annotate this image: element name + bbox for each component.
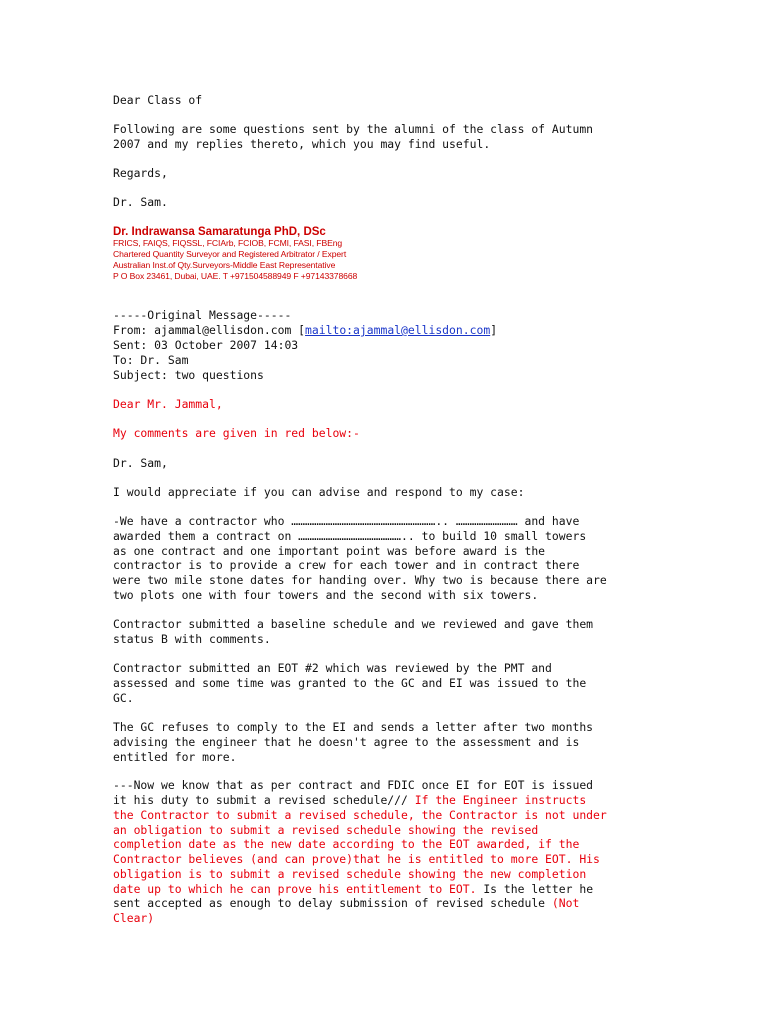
regards: Regards, xyxy=(113,166,168,180)
signature-credentials: FRICS, FAIQS, FIQSSL, FCIArb, FCIOB, FCMI, FASI, FBEng xyxy=(113,238,343,248)
paragraph-line: -We have a contractor who ……………………………………………………….. ……………………… and have xyxy=(113,514,580,528)
to-line: To: Dr. Sam xyxy=(113,353,189,367)
paragraph-line: status B with comments. xyxy=(113,632,271,646)
paragraph-line xyxy=(113,896,579,911)
paragraph-line: two plots one with four towers and the second with six towers. xyxy=(113,588,539,602)
reply-line-red: Clear) xyxy=(113,911,155,925)
text-black: sent accepted as enough to delay submission of revised schedule xyxy=(113,896,552,910)
text-black: it his duty to submit a revised schedule/// xyxy=(113,793,415,807)
paragraph-line: assessed and some time was granted to the GC and EI was issued to the xyxy=(113,676,587,690)
paragraph-line: Contractor submitted an EOT #2 which was reviewed by the PMT and xyxy=(113,661,552,675)
dr-sam-salutation: Dr. Sam, xyxy=(113,456,168,470)
reply-note: My comments are given in red below:- xyxy=(113,426,360,440)
reply-text-red: (Not xyxy=(551,896,580,910)
signature-name: Dr. Indrawansa Samaratunga PhD, DSc xyxy=(113,226,326,238)
subject-line: Subject: two questions xyxy=(113,368,264,382)
appreciate-line: I would appreciate if you can advise and respond to my case: xyxy=(113,485,525,499)
reply-line-red: obligation is to submit a revised schedule showing the new completion xyxy=(113,867,587,881)
reply-line-red: Contractor believes (and can prove)that he is entitled to more EOT. His xyxy=(113,852,600,866)
paragraph-line: entitled for more. xyxy=(113,750,237,764)
reply-salutation: Dear Mr. Jammal, xyxy=(113,397,223,411)
intro-line-2: 2007 and my replies thereto, which you may find useful. xyxy=(113,137,491,151)
signature-address: P O Box 23461, Dubai, UAE. T +971504588949 F +97143378668 xyxy=(113,271,358,281)
paragraph-line: contractor is to provide a crew for each tower and in contract there xyxy=(113,558,580,572)
paragraph-line: awarded them a contract on ……………………………………….. to build 10 small towers xyxy=(113,529,587,543)
paragraph-line: GC. xyxy=(113,691,134,705)
sign-off: Dr. Sam. xyxy=(113,195,168,209)
mailto-link[interactable]: mailto:ajammal@ellisdon.com xyxy=(305,323,491,337)
paragraph-line: as one contract and one important point was before award is the xyxy=(113,544,546,558)
paragraph-line xyxy=(113,882,593,897)
sent-line: Sent: 03 October 2007 14:03 xyxy=(113,338,299,352)
paragraph-line: were two mile stone dates for handing over. Why two is because there are xyxy=(113,573,607,587)
paragraph-line: advising the engineer that he doesn't agree to the assessment and is xyxy=(113,735,580,749)
reply-line-red: an obligation to submit a revised schedule showing the revised xyxy=(113,823,539,837)
reply-line-red: the Contractor to submit a revised schedule, the Contractor is not under xyxy=(113,808,607,822)
intro-line-1: Following are some questions sent by the alumni of the class of Autumn xyxy=(113,122,594,136)
signature-affiliation: Australian Inst.of Qty.Surveyors-Middle East Representative xyxy=(113,260,336,270)
paragraph-line: The GC refuses to comply to the EI and sends a letter after two months xyxy=(113,720,594,734)
from-line xyxy=(113,323,497,338)
reply-line-red: completion date as the new date according to the EOT awarded, if the xyxy=(113,837,580,851)
greeting: Dear Class of xyxy=(113,93,203,107)
paragraph-line xyxy=(113,793,586,808)
original-message-separator: -----Original Message----- xyxy=(113,308,292,322)
paragraph-line: ---Now we know that as per contract and FDIC once EI for EOT is issued xyxy=(113,778,594,792)
reply-text-red: date up to which he can prove his entitlement to EOT. xyxy=(113,882,477,896)
text-black: Is the letter he xyxy=(476,882,594,896)
reply-text-red: If the Engineer instructs xyxy=(414,793,587,807)
from-suffix: ] xyxy=(490,323,498,337)
from-prefix: From: ajammal@ellisdon.com [ xyxy=(113,323,306,337)
signature-title: Chartered Quantity Surveyor and Registered Arbitrator / Expert xyxy=(113,249,347,259)
paragraph-line: Contractor submitted a baseline schedule and we reviewed and gave them xyxy=(113,617,594,631)
